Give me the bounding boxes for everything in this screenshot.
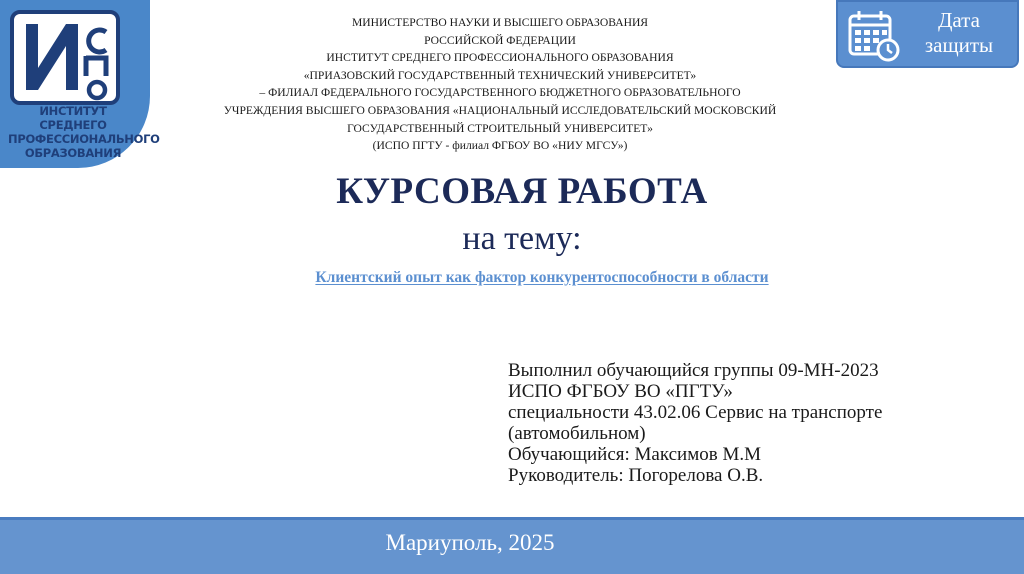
header-line: (ИСПО ПГТУ - филиал ФГБОУ ВО «НИУ МГСУ») bbox=[372, 139, 628, 153]
date-badge-label: Дата защиты bbox=[924, 8, 994, 57]
header-line: «ПРИАЗОВСКИЙ ГОСУДАРСТВЕННЫЙ ТЕХНИЧЕСКИЙ УНИВЕРСИТЕТ» bbox=[303, 68, 697, 82]
header-line: ИНСТИТУТ СРЕДНЕГО ПРОФЕССИОНАЛЬНОГО ОБРАЗОВАНИЯ bbox=[326, 51, 674, 65]
header-line: РОССИЙСКОЙ ФЕДЕРАЦИИ bbox=[424, 33, 576, 47]
topic-link[interactable]: Клиентский опыт как фактор конкурентоспособности в области bbox=[315, 269, 769, 286]
logo-caption: ИНСТИТУТ СРЕДНЕГО ПРОФЕССИОНАЛЬНОГО ОБРАЗОВАНИЯ bbox=[8, 104, 160, 160]
author-line: Выполнил обучающийся группы 09-МН-2023 bbox=[508, 360, 879, 381]
document-title: КУРСОВАЯ РАБОТА bbox=[336, 171, 708, 212]
header-line: УЧРЕЖДЕНИЯ ВЫСШЕГО ОБРАЗОВАНИЯ «НАЦИОНАЛЬНЫЙ ИССЛЕДОВАТЕЛЬСКИЙ МОСКОВСКИЙ bbox=[223, 103, 777, 117]
institute-logo bbox=[0, 0, 160, 168]
city-year: Мариуполь, 2025 bbox=[385, 530, 555, 555]
defense-date-badge[interactable] bbox=[836, 0, 1019, 68]
header-line: – ФИЛИАЛ ФЕДЕРАЛЬНОГО ГОСУДАРСТВЕННОГО БЮДЖЕТНОГО ОБРАЗОВАТЕЛЬНОГО bbox=[259, 86, 741, 100]
document-subtitle: на тему: bbox=[462, 220, 582, 257]
calendar-clock-icon bbox=[846, 8, 900, 62]
ispo-logo-mark-icon bbox=[10, 10, 120, 105]
author-block bbox=[508, 360, 1008, 486]
header-line: МИНИСТЕРСТВО НАУКИ И ВЫСШЕГО ОБРАЗОВАНИЯ bbox=[351, 16, 649, 29]
author-line: ИСПО ФГБОУ ВО «ПГТУ» bbox=[508, 381, 733, 402]
header-line: ГОСУДАРСТВЕННЫЙ СТРОИТЕЛЬНЫЙ УНИВЕРСИТЕТ» bbox=[347, 121, 653, 135]
footer-bar bbox=[0, 517, 1024, 574]
institution-header bbox=[175, 14, 825, 155]
author-line: специальности 43.02.06 Сервис на транспорте bbox=[508, 402, 883, 423]
author-line: (автомобильном) bbox=[508, 423, 646, 444]
author-line: Обучающийся: Максимов М.М bbox=[508, 444, 761, 465]
author-line: Руководитель: Погорелова О.В. bbox=[508, 465, 764, 486]
